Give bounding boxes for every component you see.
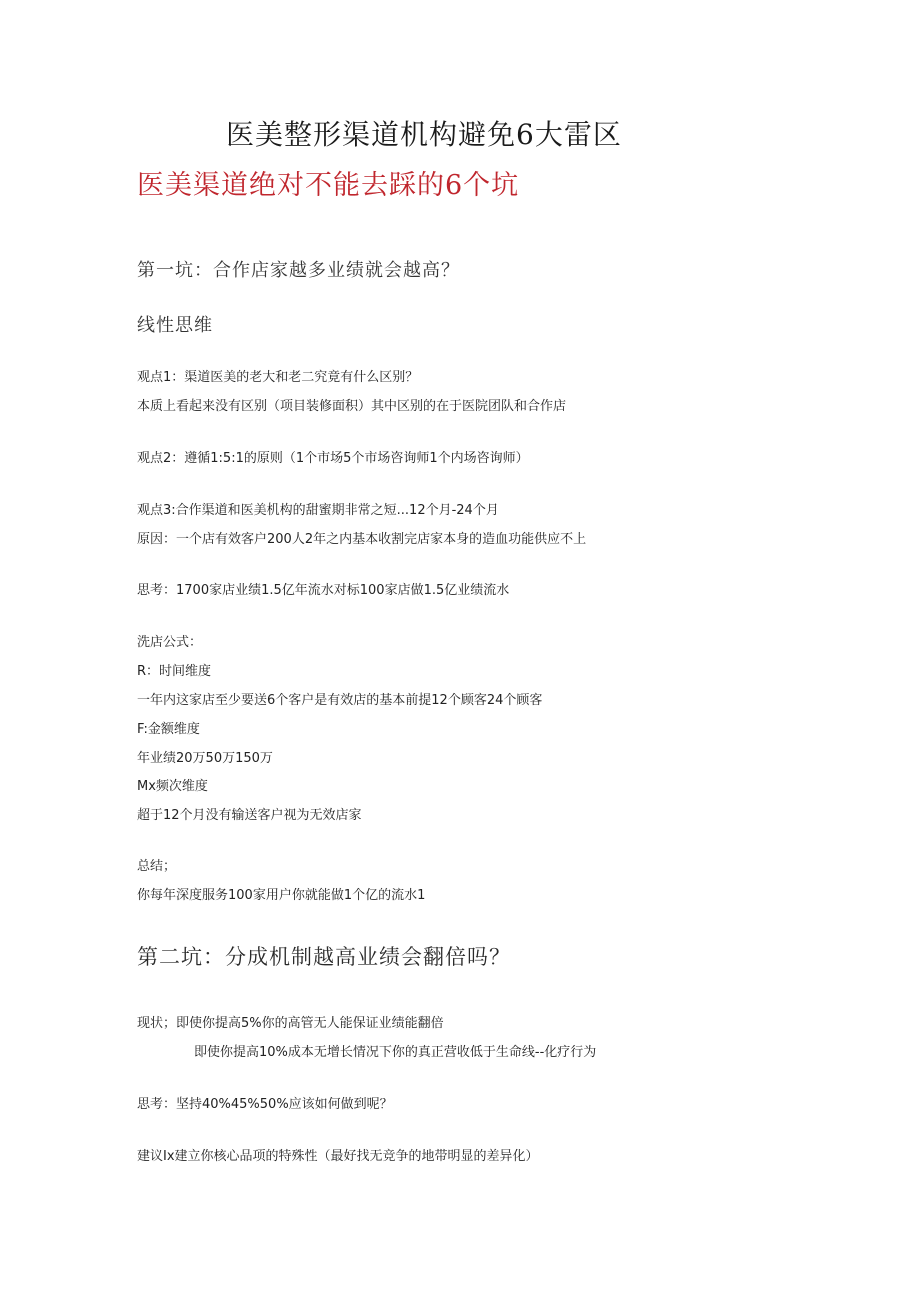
reason-text: 原因：一个店有效客户200人2年之内基本收割完店家本身的造血功能供应不上 xyxy=(137,532,587,547)
m-dimension-label: Mx频次维度 xyxy=(137,779,208,794)
status-text-1: 现状；即使你提高5%你的高管无人能保证业绩能翻倍 xyxy=(137,1016,444,1031)
document-subtitle: 医美渠道绝对不能去踩的6个坑 xyxy=(137,170,520,201)
think-text: 思考：1700家店业绩1.5亿年流水对标100家店做1.5亿业绩流水 xyxy=(137,583,510,598)
pit1-subheading: 线性思维 xyxy=(137,315,213,336)
pit1-heading: 第一坑：合作店家越多业绩就会越高？ xyxy=(137,260,460,281)
pit2-heading: 第二坑：分成机制越高业绩会翻倍吗？ xyxy=(137,945,511,969)
view1-question: 观点1：渠道医美的老大和老二究竟有什么区别？ xyxy=(137,370,419,385)
r-dimension-text: 一年内这家店至少要送6个客户是有效店的基本前提12个顾客24个顾客 xyxy=(137,693,543,708)
f-dimension-label: F:金额维度 xyxy=(137,722,200,737)
pit2-think-text: 思考：坚持40%45%50%应该如何做到呢？ xyxy=(137,1097,393,1112)
status-text-2: 即使你提高10%成本无增长情况下你的真正营收低于生命线--化疗行为 xyxy=(194,1045,597,1060)
r-dimension-label: R：时间维度 xyxy=(137,664,212,679)
view3-text: 观点3:合作渠道和医美机构的甜蜜期非常之短...12个月-24个月 xyxy=(137,503,499,518)
m-dimension-text: 超于12个月没有输送客户视为无效店家 xyxy=(137,808,362,823)
view2-text: 观点2：遵循1:5:1的原则（1个市场5个市场咨询师1个内场咨询师） xyxy=(137,451,529,466)
formula-label: 洗店公式： xyxy=(137,635,203,650)
view1-answer: 本质上看起来没有区别（项目装修面积）其中区别的在于医院团队和合作店 xyxy=(137,399,567,414)
f-dimension-text: 年业绩20万50万150万 xyxy=(137,751,273,766)
summary-text: 你每年深度服务100家用户你就能做1个亿的流水1 xyxy=(137,888,426,903)
document-title: 医美整形渠道机构避免6大雷区 xyxy=(226,118,622,151)
suggestion-text: 建议Ix建立你核心品项的特殊性（最好找无竞争的地带明显的差异化） xyxy=(137,1149,539,1164)
summary-label: 总结； xyxy=(137,859,177,874)
